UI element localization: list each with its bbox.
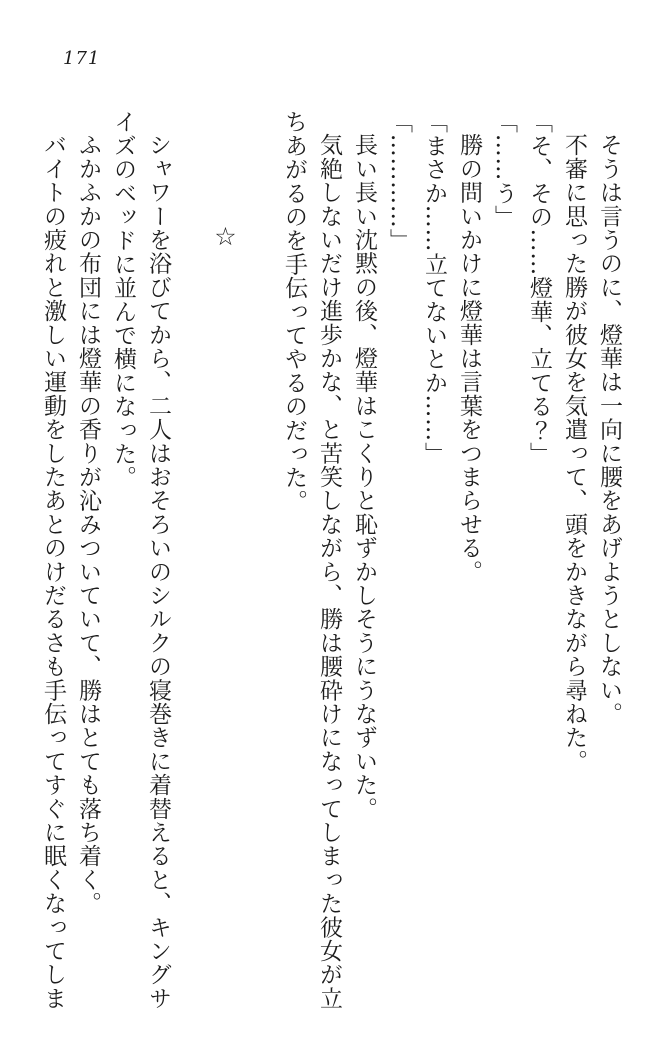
paragraph: 「そ、その……燈華、立てる？」 <box>526 110 552 466</box>
paragraph: 「……う」 <box>491 110 517 229</box>
paragraph: 「…………」 <box>386 110 412 253</box>
paragraph: 不審に思った勝が彼女を気遣って、頭をかきながら尋ねた。 <box>561 133 587 773</box>
paragraph: そうは言うのに、燈華は一向に腰をあげようとしない。 <box>596 133 622 726</box>
page-number: 171 <box>63 48 101 69</box>
paragraph: 勝の問いかけに燈華は言葉をつまらせる。 <box>456 133 482 584</box>
scene-break-star: ☆ <box>211 222 240 252</box>
paragraph: 長い長い沈黙の後、燈華はこくりと恥ずかしそうにうなずいた。 <box>351 133 377 821</box>
text-block <box>35 110 626 1011</box>
paragraph: 気絶しないだけ進歩かな、と苦笑しながら、勝は腰砕けになってしまった彼女が立ちあがるのを手伝ってやるのだった。 <box>281 110 342 1010</box>
paragraph: バイトの疲れと激しい運動をしたあとのけだるさも手伝ってすぐに眠くなってしま <box>40 133 66 1010</box>
paragraph: ふかふかの布団には燈華の香りが沁みついていて、勝はとても落ち着く。 <box>75 133 101 916</box>
paragraph: シャワーを浴びてから、二人はおそろいのシルクの寝巻きに着替えると、キングサイズのベッドに並んで横になった。 <box>110 110 171 1010</box>
paragraph: 「まさか……立てないとか……」 <box>421 110 447 466</box>
